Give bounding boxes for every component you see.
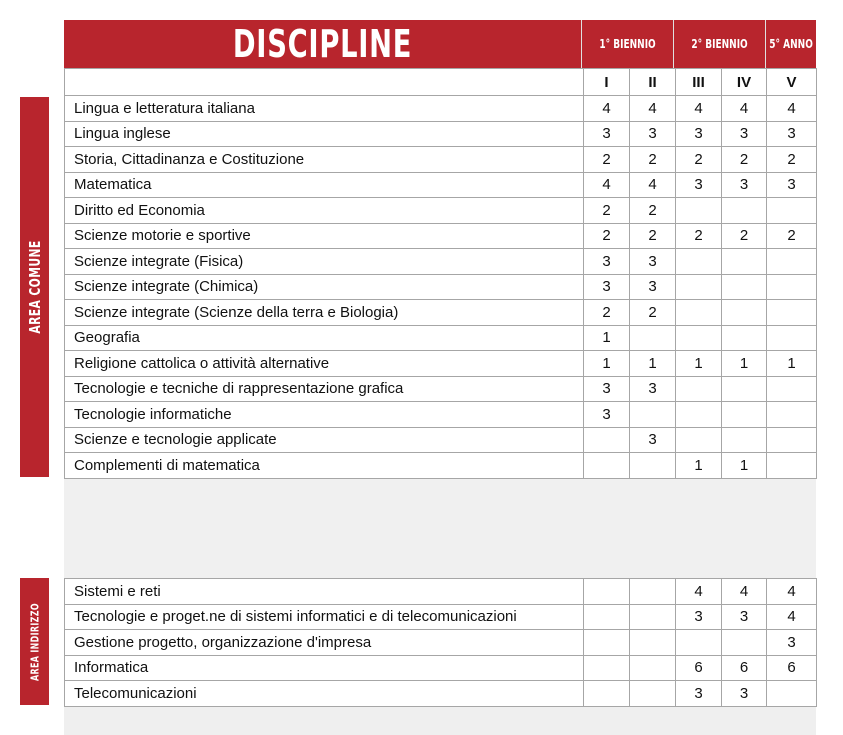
hours-cell: 4	[722, 96, 767, 122]
hours-cell: 2	[584, 223, 630, 249]
hours-cell: 3	[767, 121, 817, 147]
subject-name: Lingua inglese	[65, 121, 584, 147]
subject-name: Telecomunicazioni	[65, 681, 584, 707]
hours-cell	[630, 453, 676, 479]
hours-cell: 3	[584, 376, 630, 402]
year-header: III	[676, 69, 722, 96]
hours-cell: 1	[676, 351, 722, 377]
year-header-row	[65, 69, 817, 96]
subject-name: Religione cattolica o attività alternative	[65, 351, 584, 377]
table-row	[65, 604, 817, 630]
hours-cell	[767, 402, 817, 428]
hours-cell: 3	[767, 172, 817, 198]
hours-cell	[722, 402, 767, 428]
hours-cell: 4	[630, 172, 676, 198]
table-row	[65, 681, 817, 707]
hours-cell	[676, 376, 722, 402]
hours-cell	[630, 402, 676, 428]
table-row	[65, 121, 817, 147]
hours-cell: 3	[722, 121, 767, 147]
table-row	[65, 147, 817, 173]
table-row	[65, 351, 817, 377]
hours-cell	[722, 198, 767, 224]
hours-cell: 4	[676, 579, 722, 605]
hours-cell: 3	[676, 172, 722, 198]
table-row	[65, 96, 817, 122]
hours-cell	[676, 630, 722, 656]
table-row	[65, 325, 817, 351]
subject-name: Complementi di matematica	[65, 453, 584, 479]
table-row	[65, 249, 817, 275]
hours-cell: 3	[722, 604, 767, 630]
hours-cell: 4	[722, 579, 767, 605]
group-header-quinto-anno: 5° ANNO	[766, 20, 816, 68]
hours-cell	[767, 427, 817, 453]
group-header-secondo-biennio: 2° BIENNIO	[674, 20, 766, 68]
hours-cell: 3	[722, 681, 767, 707]
year-header: IV	[722, 69, 767, 96]
hours-cell: 2	[722, 147, 767, 173]
spacer-panel	[64, 479, 816, 578]
hours-cell: 2	[722, 223, 767, 249]
table-row	[65, 376, 817, 402]
hours-cell: 4	[767, 96, 817, 122]
hours-cell	[767, 249, 817, 275]
hours-cell: 2	[676, 223, 722, 249]
hours-cell: 1	[767, 351, 817, 377]
area-indirizzo-label-bar	[20, 578, 49, 705]
area-indirizzo-table	[64, 578, 817, 707]
hours-cell: 4	[630, 96, 676, 122]
subject-name: Storia, Cittadinanza e Costituzione	[65, 147, 584, 173]
hours-cell	[722, 300, 767, 326]
table-row	[65, 172, 817, 198]
table-row	[65, 274, 817, 300]
hours-cell: 3	[630, 121, 676, 147]
hours-cell: 3	[584, 402, 630, 428]
subject-name: Sistemi e reti	[65, 579, 584, 605]
subject-name: Scienze integrate (Scienze della terra e Biologia)	[65, 300, 584, 326]
subject-name: Gestione progetto, organizzazione d'impresa	[65, 630, 584, 656]
hours-cell	[584, 453, 630, 479]
subject-name: Tecnologie e tecniche di rappresentazione grafica	[65, 376, 584, 402]
year-header: II	[630, 69, 676, 96]
hours-cell: 3	[630, 427, 676, 453]
hours-cell: 2	[630, 198, 676, 224]
subject-name: Scienze e tecnologie applicate	[65, 427, 584, 453]
hours-cell	[767, 274, 817, 300]
subject-name: Informatica	[65, 655, 584, 681]
hours-cell	[676, 274, 722, 300]
hours-cell: 3	[584, 274, 630, 300]
hours-cell: 2	[767, 223, 817, 249]
hours-cell	[767, 300, 817, 326]
hours-cell	[722, 274, 767, 300]
hours-cell: 2	[584, 198, 630, 224]
subject-name: Geografia	[65, 325, 584, 351]
hours-cell: 2	[767, 147, 817, 173]
hours-cell	[630, 604, 676, 630]
hours-cell: 2	[630, 223, 676, 249]
hours-cell	[584, 604, 630, 630]
hours-cell: 2	[630, 300, 676, 326]
hours-cell: 6	[767, 655, 817, 681]
table-row	[65, 579, 817, 605]
table-row	[65, 198, 817, 224]
hours-cell: 1	[584, 325, 630, 351]
area-indirizzo-label: AREA INDIRIZZO	[28, 602, 41, 681]
hours-cell: 1	[630, 351, 676, 377]
hours-cell	[584, 681, 630, 707]
table-row	[65, 427, 817, 453]
hours-cell	[767, 453, 817, 479]
hours-cell	[722, 325, 767, 351]
hours-cell: 3	[722, 172, 767, 198]
hours-cell	[676, 198, 722, 224]
hours-cell: 4	[584, 96, 630, 122]
hours-cell	[630, 655, 676, 681]
subject-name: Tecnologie e proget.ne di sistemi informatici e di telecomunicazioni	[65, 604, 584, 630]
hours-cell	[722, 249, 767, 275]
hours-cell	[584, 427, 630, 453]
hours-cell	[676, 402, 722, 428]
hours-cell: 4	[767, 604, 817, 630]
hours-cell: 4	[584, 172, 630, 198]
subject-name: Lingua e letteratura italiana	[65, 96, 584, 122]
area-comune-label: AREA COMUNE	[25, 240, 44, 334]
year-header: V	[767, 69, 817, 96]
subject-name: Matematica	[65, 172, 584, 198]
hours-cell	[722, 427, 767, 453]
area-comune-table	[64, 68, 817, 479]
year-header: I	[584, 69, 630, 96]
hours-cell: 3	[630, 249, 676, 275]
table-row	[65, 655, 817, 681]
table-row	[65, 402, 817, 428]
hours-cell: 4	[767, 579, 817, 605]
hours-cell: 3	[584, 121, 630, 147]
subject-name: Diritto ed Economia	[65, 198, 584, 224]
hours-cell: 3	[676, 121, 722, 147]
hours-cell	[676, 427, 722, 453]
hours-cell: 2	[676, 147, 722, 173]
discipline-title: DISCIPLINE	[64, 20, 582, 68]
hours-cell: 3	[767, 630, 817, 656]
hours-cell: 1	[676, 453, 722, 479]
hours-cell	[630, 579, 676, 605]
group-header-primo-biennio: 1° BIENNIO	[582, 20, 675, 68]
table-row	[65, 630, 817, 656]
hours-cell	[767, 198, 817, 224]
hours-cell: 2	[584, 147, 630, 173]
hours-cell	[767, 681, 817, 707]
hours-cell	[630, 325, 676, 351]
hours-cell: 2	[584, 300, 630, 326]
hours-cell	[676, 249, 722, 275]
hours-cell: 1	[722, 351, 767, 377]
hours-cell: 1	[584, 351, 630, 377]
table-row	[65, 453, 817, 479]
hours-cell	[676, 325, 722, 351]
hours-cell	[630, 681, 676, 707]
subject-name: Tecnologie informatiche	[65, 402, 584, 428]
hours-cell: 6	[722, 655, 767, 681]
hours-cell	[630, 630, 676, 656]
hours-cell	[722, 630, 767, 656]
hours-cell: 2	[630, 147, 676, 173]
table-row	[65, 300, 817, 326]
subject-name: Scienze motorie e sportive	[65, 223, 584, 249]
hours-cell	[767, 325, 817, 351]
hours-cell	[767, 376, 817, 402]
hours-cell: 3	[630, 376, 676, 402]
hours-cell: 3	[676, 604, 722, 630]
hours-cell: 3	[676, 681, 722, 707]
hours-cell	[676, 300, 722, 326]
subject-name: Scienze integrate (Fisica)	[65, 249, 584, 275]
hours-cell	[722, 376, 767, 402]
subject-name: Scienze integrate (Chimica)	[65, 274, 584, 300]
table-header	[64, 20, 816, 68]
hours-cell: 1	[722, 453, 767, 479]
hours-cell	[584, 655, 630, 681]
hours-cell	[584, 630, 630, 656]
area-comune-label-bar	[20, 97, 49, 477]
hours-cell: 3	[584, 249, 630, 275]
hours-cell: 6	[676, 655, 722, 681]
hours-cell: 4	[676, 96, 722, 122]
discipline-column-header	[65, 69, 584, 96]
hours-cell	[584, 579, 630, 605]
hours-cell: 3	[630, 274, 676, 300]
table-row	[65, 223, 817, 249]
